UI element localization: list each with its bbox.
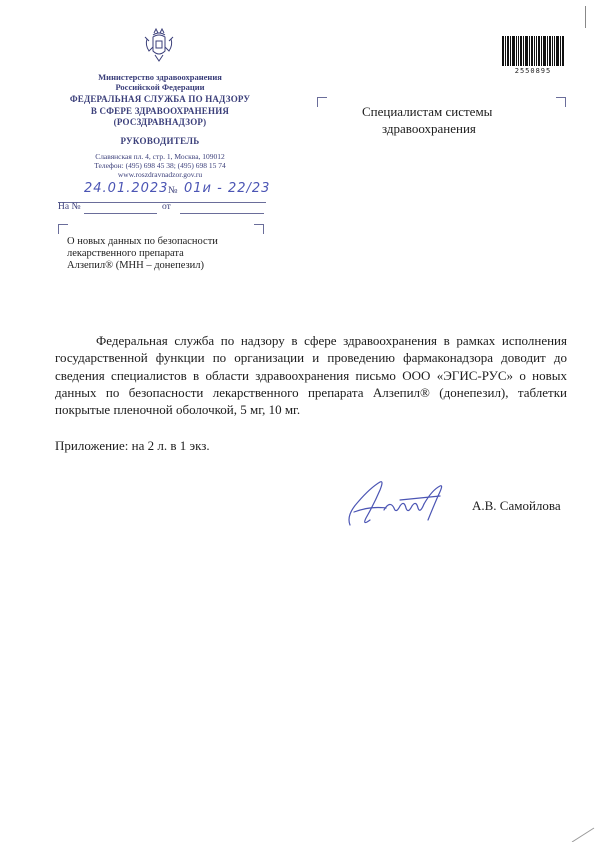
reference-date-label: от [162,202,171,212]
appendix-note: Приложение: на 2 л. в 1 экз. [55,438,210,453]
recipient-line-2: здравоохранения [382,121,476,136]
subject-line-1: О новых данных по безопасности [67,236,218,247]
website: www.roszdravnadzor.gov.ru [117,170,203,179]
subject-bracket-right [254,224,264,234]
recipient-block [362,103,492,137]
head-title: РУКОВОДИТЕЛЬ [120,136,200,146]
service-line-3: (РОСЗДРАВНАДЗОР) [113,117,207,127]
handwritten-date: 24.01.2023 [84,181,169,196]
recipient-bracket-left [317,97,327,107]
ministry-line-1: Министерство здравоохранения [98,72,222,82]
ministry-name [40,72,280,92]
number-sign: № [168,185,178,196]
subject-line-3: Алзепил® (МНН – донепезил) [67,260,204,271]
service-name [40,94,280,129]
barcode [502,36,564,66]
address: Славянская пл. 4, стр. 1, Москва, 109012 [95,152,225,161]
folded-corner-mark [566,826,595,842]
coat-of-arms-emblem [143,27,175,65]
barcode-number: 2550895 [514,67,552,75]
handwritten-signature [340,470,460,530]
reference-date-line [180,213,264,214]
reference-number-line [84,213,157,214]
ministry-line-2: Российской Федерации [115,82,205,92]
handwritten-number: 01и - 22/23 [184,181,271,196]
subject-line-2: лекарственного препарата [67,248,184,259]
subject-bracket-left [58,224,68,234]
reference-number-label: На № [58,202,81,212]
service-line-1: ФЕДЕРАЛЬНАЯ СЛУЖБА ПО НАДЗОРУ [69,94,251,104]
scan-edge-mark [585,6,586,28]
phone: Телефон: (495) 698 45 38; (495) 698 15 74 [94,161,226,170]
recipient-bracket-right [556,97,566,107]
recipient-line-1: Специалистам системы [362,104,493,119]
letter-body: Федеральная служба по надзору в сфере здравоохранения в рамках исполнения государственной функции по организации и проведению фармаконадзора доводит до сведения специалистов в области здравоохранения письмо ООО «ЭГИС-РУС» о новых данных по безопасности лекарственного препарата Алзепил® (донепезил), таблетки покрытые пленочной оболочкой, 5 мг, 10 мг. [55,333,567,418]
service-line-2: В СФЕРЕ ЗДРАВООХРАНЕНИЯ [90,105,230,116]
contact-block [40,152,280,179]
letter-subject [67,236,218,272]
signer-name: А.В. Самойлова [472,498,561,513]
